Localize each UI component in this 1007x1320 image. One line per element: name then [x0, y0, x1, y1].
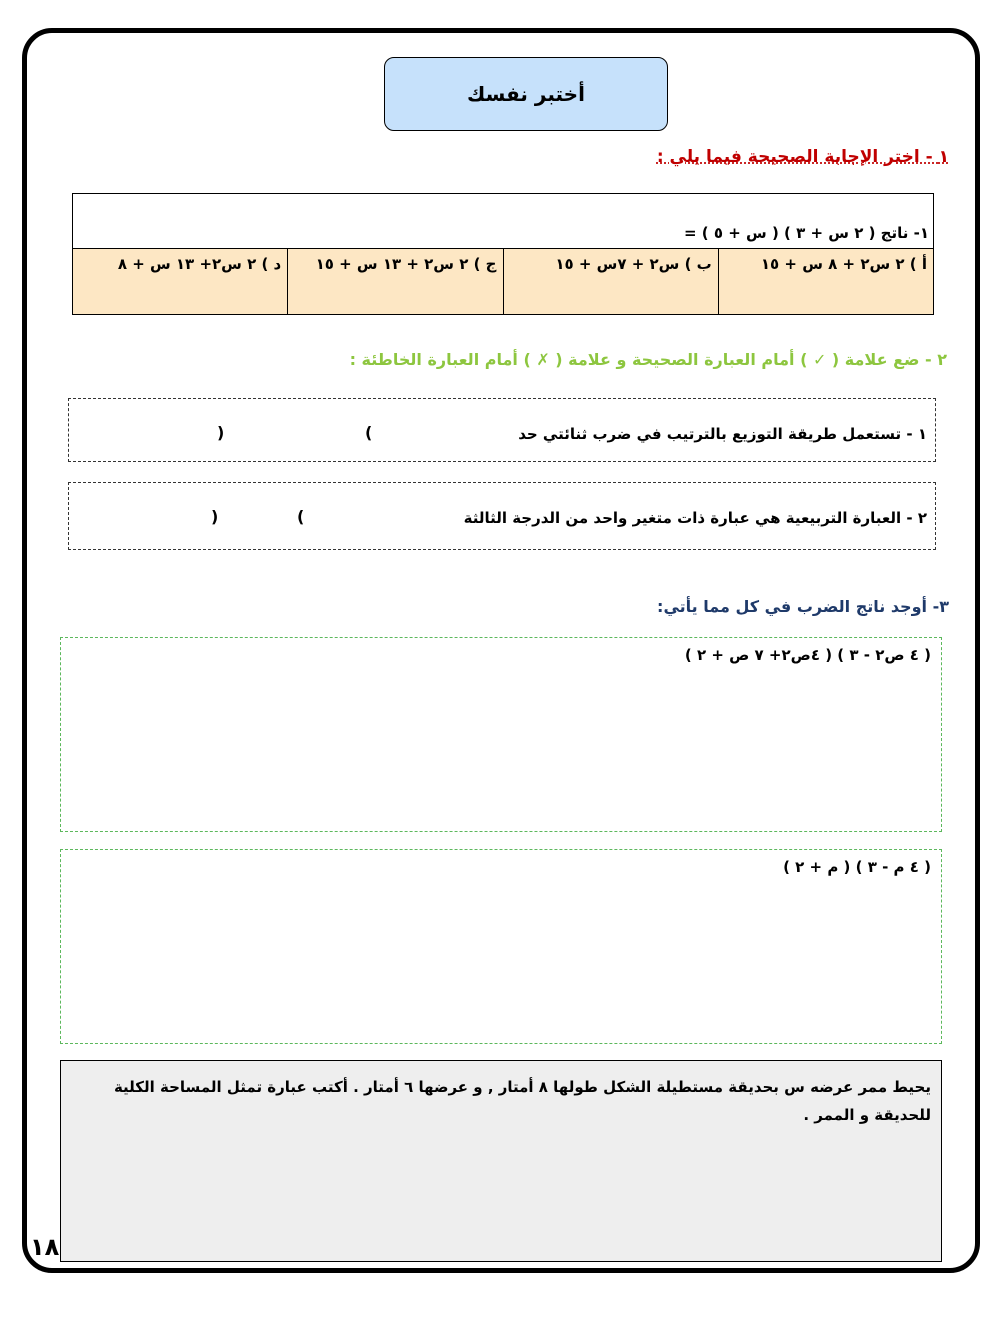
page-number: ١٨: [30, 1233, 60, 1261]
statement-2-box: [68, 482, 936, 550]
option-c[interactable]: ج ) ٢ س٢ + ١٣ س + ١٥: [287, 249, 502, 314]
question-1-stem: ١- ناتج ( ٢ س + ٣ ) ( س + ٥ ) =: [684, 224, 929, 242]
option-b[interactable]: ب ) س٢ + ٧س + ١٥: [503, 249, 718, 314]
expression-2: ( ٤ م - ٣ ) ( م + ٢ ): [783, 858, 931, 876]
page-title: أختبر نفسك: [467, 82, 585, 106]
statement-1-text: ١ - تستعمل طريقة التوزيع بالترتيب في ضرب ثنائتي حد: [518, 425, 927, 443]
answer-close-paren: ): [217, 423, 225, 442]
page-title-box: [384, 57, 668, 131]
answer-open-paren: (: [365, 423, 373, 442]
work-box-2[interactable]: [60, 849, 942, 1044]
option-d[interactable]: د ) ٢ س٢+ ١٣ س + ٨: [117, 255, 282, 273]
question-2-heading: ٢ - ضع علامة ( ✓ ) أمام العبارة الصحيحة و علامة ( ✗ ) أمام العبارة الخاطئة :: [349, 350, 947, 369]
question-1-table: [72, 193, 934, 315]
question-1-heading: ١ - اختر الإجابة الصحيحة فيما يلي :: [656, 147, 949, 167]
word-problem-box: [60, 1060, 942, 1262]
statement-2-text: ٢ - العبارة التربيعية هي عبارة ذات متغير واحد من الدرجة الثالثة: [463, 509, 927, 527]
question-3-heading: ٣- أوجد ناتج الضرب في كل مما يأتي:: [657, 597, 949, 616]
statement-1-box: [68, 398, 936, 462]
word-problem-text: يحيط ممر عرضه س بحديقة مستطيلة الشكل طولها ٨ أمتار , و عرضها ٦ أمتار . أكتب عبارة تمثل المساحة الكلية للحديقة و الممر .: [113, 1078, 931, 1124]
option-a[interactable]: أ ) ٢ س٢ + ٨ س + ١٥: [718, 249, 933, 314]
question-1-options: [73, 248, 933, 314]
answer-open-paren: (: [297, 507, 305, 526]
answer-close-paren: ): [211, 507, 219, 526]
work-box-1[interactable]: [60, 637, 942, 832]
expression-1: ( ٤ ص٢ - ٣ ) ( ٤ص٢+ ٧ ص + ٢ ): [684, 646, 931, 664]
